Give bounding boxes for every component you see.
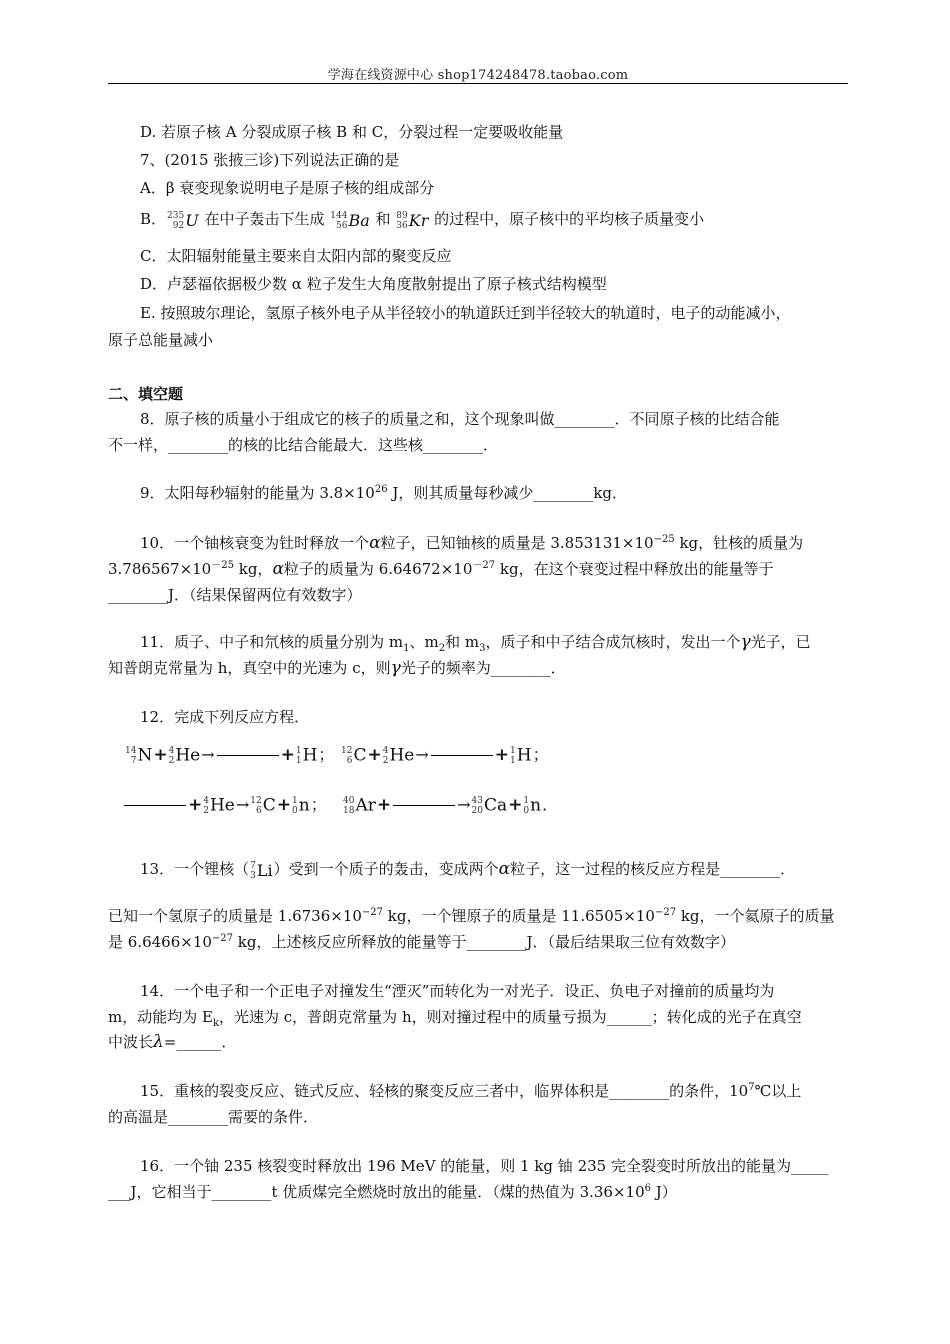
atomic-number: 2 xyxy=(168,755,175,766)
mass-number: 4 xyxy=(203,795,209,806)
mass-number: 40 xyxy=(343,795,355,806)
q7-option-b xyxy=(108,208,880,232)
plus-sign: + xyxy=(367,745,382,765)
q16-text: J） xyxy=(651,1183,677,1201)
q11-line2 xyxy=(108,657,848,679)
reaction-equation-2 xyxy=(340,742,549,766)
nuclide-li7 xyxy=(250,859,272,882)
nuclide-iso xyxy=(169,746,175,766)
q8-line1: 8．原子核的质量小于组成它的核子的质量之和，这个现象叫做________．不同原子核的比结合能 xyxy=(140,410,780,428)
q7-option-e-line1: E. 按照玻尔理论，氢原子核外电子从半径较小的轨道跃迁到半径较大的轨道时，电子的动能减小， xyxy=(140,304,791,322)
q10-text: kg，钍核的质量为 xyxy=(674,534,804,552)
q14-text: =______． xyxy=(163,1033,237,1051)
q13-exponent: −27 xyxy=(211,933,234,944)
q10-text: 粒子的质量为 6.64672×10 xyxy=(283,560,473,578)
q13-text: 已知一个氢原子的质量是 1.6736×10 xyxy=(108,907,362,925)
atomic-number: 3 xyxy=(250,870,256,881)
q14-text: m，动能均为 E xyxy=(108,1008,213,1026)
q10-text: 3.786567×10 xyxy=(108,560,212,578)
q11-line1 xyxy=(108,631,880,653)
q14-text: 中波长 xyxy=(108,1033,154,1051)
q9-text: J，则其质量每秒减少________kg． xyxy=(387,484,628,502)
q11-text: 光子，已 xyxy=(750,633,811,651)
mass-number: 1 xyxy=(523,795,530,806)
q7-option-b-prefix: B． xyxy=(140,210,167,228)
separator: ． xyxy=(542,795,559,814)
atomic-number: 1 xyxy=(295,755,302,766)
section-title-fill-blank: 二、填空题 xyxy=(108,385,184,403)
element-symbol: N xyxy=(137,745,153,766)
q7-option-b-text: 在中子轰击下生成 xyxy=(199,210,330,228)
plus-sign: + xyxy=(494,745,509,765)
mass-number: 235 xyxy=(167,210,185,221)
nuclide-iso xyxy=(203,796,209,816)
page-header: 学海在线资源中心 shop174248478.taobao.com xyxy=(327,68,629,83)
element-symbol: Li xyxy=(256,860,273,880)
q6-option-d: D. 若原子核 A 分裂成原子核 B 和 C，分裂过程一定要吸收能量 xyxy=(140,123,564,141)
q13-text: 是 6.6466×10 xyxy=(108,933,212,951)
q11-text: 光子的频率为________． xyxy=(400,659,566,677)
nuclide-ba144-iso xyxy=(330,211,347,231)
nuclide-h1 xyxy=(296,745,318,766)
mass-number: 43 xyxy=(471,795,483,806)
q10-text: kg， xyxy=(233,560,273,578)
nuclide-iso xyxy=(250,796,261,816)
q13-text: 粒子，这一过程的核反应方程是________． xyxy=(510,860,796,878)
alpha-symbol: α xyxy=(498,859,511,879)
nuclide-n14 xyxy=(125,745,152,766)
q16-exponent: 6 xyxy=(644,1183,652,1194)
header-divider xyxy=(108,83,848,84)
q9-text: 9．太阳每秒辐射的能量为 3.8×10 xyxy=(140,484,375,502)
q11-text: 和 m xyxy=(445,633,480,651)
atomic-number: 36 xyxy=(396,220,408,231)
nuclide-iso xyxy=(383,746,389,766)
mass-number: 12 xyxy=(250,795,262,806)
q13-text: kg，上述核反应所释放的能量等于________J．（最后结果取三位有效数字） xyxy=(233,933,736,951)
q10-line3: ________J．（结果保留两位有效数字） xyxy=(108,586,362,604)
reaction-arrow: → xyxy=(235,795,250,814)
subscript: 2 xyxy=(438,643,446,654)
nuclide-iso xyxy=(250,861,256,881)
q10-text: kg，在这个衰变过程中释放出的能量等于 xyxy=(495,560,774,578)
atomic-number: 2 xyxy=(382,755,389,766)
q7-option-a: A．β 衰变现象说明电子是原子核的组成部分 xyxy=(140,179,435,197)
plus-sign: + xyxy=(280,745,295,765)
atomic-number: 18 xyxy=(343,805,355,816)
nuclide-ba144 xyxy=(330,209,369,232)
mass-number: 4 xyxy=(382,745,389,756)
q10-text: 粒子，已知铀核的质量是 3.853131×10 xyxy=(380,534,654,552)
atomic-number: 6 xyxy=(256,805,262,816)
separator: ； xyxy=(318,745,335,764)
q10-exponent: －27 xyxy=(472,560,496,571)
alpha-symbol: α xyxy=(369,533,381,553)
nuclide-kr89-iso xyxy=(396,211,407,231)
element-symbol: n xyxy=(530,795,542,816)
mass-number: 4 xyxy=(168,745,175,756)
atomic-number: 20 xyxy=(471,805,483,816)
q10-line1 xyxy=(108,532,880,554)
blank-line xyxy=(393,805,455,806)
subscript: 3 xyxy=(479,643,486,654)
nuclide-he4 xyxy=(203,795,235,816)
plus-sign: + xyxy=(508,795,523,815)
element-symbol: H xyxy=(302,745,318,766)
q14-line3 xyxy=(108,1031,848,1053)
nuclide-c12 xyxy=(341,745,366,766)
mass-number: 14 xyxy=(125,745,137,756)
q13-text: kg，一个锂原子的质量是 11.6505×10 xyxy=(383,907,655,925)
nuclide-iso xyxy=(510,746,516,766)
lambda-symbol: λ xyxy=(153,1032,164,1052)
element-symbol: C xyxy=(353,745,367,766)
atomic-number: 92 xyxy=(172,220,185,231)
element-symbol: Kr xyxy=(408,210,429,230)
nuclide-iso xyxy=(343,796,354,816)
nuclide-u235 xyxy=(167,209,199,232)
blank-line xyxy=(431,755,493,756)
mass-number: 7 xyxy=(250,860,256,871)
element-symbol: U xyxy=(185,210,199,230)
q10-exponent: －25 xyxy=(211,560,234,571)
element-symbol: He xyxy=(175,745,201,766)
nuclide-ar40 xyxy=(343,795,376,816)
subscript: k xyxy=(212,1018,220,1029)
separator: ； xyxy=(310,795,327,814)
element-symbol: n xyxy=(298,795,310,816)
element-symbol: Ca xyxy=(483,795,508,816)
reaction-equation-1 xyxy=(124,742,334,766)
q11-text: 、m xyxy=(409,633,439,651)
q7-stem: 7、(2015 张掖三诊)下列说法正确的是 xyxy=(140,151,400,169)
nuclide-iso xyxy=(523,796,529,816)
q13-exponent: −27 xyxy=(361,907,384,918)
blank-line xyxy=(217,755,279,756)
q13-text: ）受到一个质子的轰击，变成两个 xyxy=(273,860,499,878)
reaction-arrow: → xyxy=(415,745,429,764)
q10-text: 10．一个铀核衰变为钍时释放一个 xyxy=(140,534,370,552)
reaction-equation-4 xyxy=(342,792,558,816)
nuclide-ca43 xyxy=(472,795,508,816)
nuclide-he4 xyxy=(383,745,415,766)
plus-sign: + xyxy=(376,795,392,815)
gamma-symbol: γ xyxy=(390,658,401,678)
q10-exponent: −25 xyxy=(653,534,675,545)
separator: ； xyxy=(532,745,549,764)
q15-exponent: 7 xyxy=(748,1082,755,1093)
plus-sign: + xyxy=(188,795,203,815)
reaction-equation-3 xyxy=(122,792,327,816)
nuclide-neutron xyxy=(523,795,541,816)
element-symbol: C xyxy=(262,795,276,816)
atomic-number: 0 xyxy=(292,805,298,816)
q15-text: 15．重核的裂变反应、链式反应、轻核的聚变反应三者中，临界体积是________的条件，10 xyxy=(140,1082,749,1100)
gamma-symbol: γ xyxy=(740,632,751,652)
q11-text: 知普朗克常量为 h，真空中的光速为 c，则 xyxy=(108,659,391,677)
nuclide-iso xyxy=(292,796,298,816)
blank-line xyxy=(124,805,186,806)
atomic-number: 0 xyxy=(523,805,530,816)
q15-line2: 的高温是________需要的条件． xyxy=(108,1108,319,1126)
nuclide-iso xyxy=(472,796,483,816)
atomic-number: 2 xyxy=(203,805,209,816)
q13-line1 xyxy=(108,858,880,882)
q13-line2 xyxy=(108,905,848,927)
q9-line xyxy=(108,482,880,504)
mass-number: 144 xyxy=(330,210,348,221)
nuclide-iso xyxy=(341,746,352,766)
plus-sign: + xyxy=(276,795,291,815)
q13-exponent: −27 xyxy=(654,907,677,918)
q14-text: ，光速为 c，普朗克常量为 h，则对撞过程中的质量亏损为______；转化成的光子在真空 xyxy=(219,1008,802,1026)
q11-text: 11．质子、中子和氘核的质量分别为 m xyxy=(140,633,404,651)
q12-stem: 12．完成下列反应方程． xyxy=(140,708,310,726)
q14-line1: 14．一个电子和一个正电子对撞发生“湮灭”而转化为一对光子．设正、负电子对撞前的质量均为 xyxy=(140,982,775,1000)
q7-option-e-line2: 原子总能量减小 xyxy=(108,331,214,349)
plus-sign: + xyxy=(153,745,168,765)
mass-number: 12 xyxy=(341,745,353,756)
q16-text: ___J，它相当于________t 优质煤完全燃烧时放出的能量．（煤的热值为 3.36×10 xyxy=(108,1183,645,1201)
subscript: 1 xyxy=(403,643,410,654)
nuclide-iso xyxy=(296,746,302,766)
q14-line2 xyxy=(108,1006,848,1028)
q15-text: ℃以上 xyxy=(754,1082,802,1100)
q7-option-d: D．卢瑟福依据极少数 α 粒子发生大角度散射提出了原子核式结构模型 xyxy=(140,275,607,293)
nuclide-h1 xyxy=(510,745,532,766)
element-symbol: He xyxy=(209,795,235,816)
element-symbol: H xyxy=(516,745,532,766)
q10-line2 xyxy=(108,558,848,580)
q13-line3 xyxy=(108,931,848,953)
q15-line1 xyxy=(108,1080,880,1102)
q13-text: 13．一个锂核（ xyxy=(140,860,250,878)
element-symbol: He xyxy=(389,745,415,766)
q16-line1: 16．一个铀 235 核裂变时释放出 196 MeV 的能量，则 1 kg 铀 235 完全裂变时所放出的能量为_____ xyxy=(140,1157,829,1175)
nuclide-kr89 xyxy=(396,209,428,232)
q7-option-b-text: 和 xyxy=(370,210,396,228)
element-symbol: Ba xyxy=(348,210,370,230)
nuclide-neutron xyxy=(292,795,310,816)
q16-line2 xyxy=(108,1181,848,1203)
atomic-number: 6 xyxy=(346,755,353,766)
element-symbol: Ar xyxy=(355,795,376,816)
mass-number: 1 xyxy=(292,795,298,806)
alpha-symbol: α xyxy=(272,559,284,579)
atomic-number: 7 xyxy=(130,755,137,766)
atomic-number: 56 xyxy=(335,220,348,231)
q13-text: kg，一个氦原子的质量 xyxy=(676,907,835,925)
reaction-arrow: → xyxy=(201,745,215,764)
reaction-arrow: → xyxy=(457,795,471,814)
nuclide-iso xyxy=(125,746,136,766)
atomic-number: 1 xyxy=(510,755,516,766)
mass-number: 1 xyxy=(510,745,516,756)
q8-line2: 不一样，________的核的比结合能最大．这些核________． xyxy=(108,436,499,454)
q7-option-b-text: 的过程中，原子核中的平均核子质量变小 xyxy=(429,210,705,228)
q7-option-c: C．太阳辐射能量主要来自太阳内部的聚变反应 xyxy=(140,247,452,265)
nuclide-u235-iso xyxy=(167,211,184,231)
nuclide-c12 xyxy=(250,795,275,816)
nuclide-he4 xyxy=(169,745,201,766)
mass-number: 1 xyxy=(295,745,302,756)
q11-text: ，质子和中子结合成氘核时，发出一个 xyxy=(485,633,741,651)
mass-number: 89 xyxy=(396,210,408,221)
q9-exponent: 26 xyxy=(374,484,388,495)
